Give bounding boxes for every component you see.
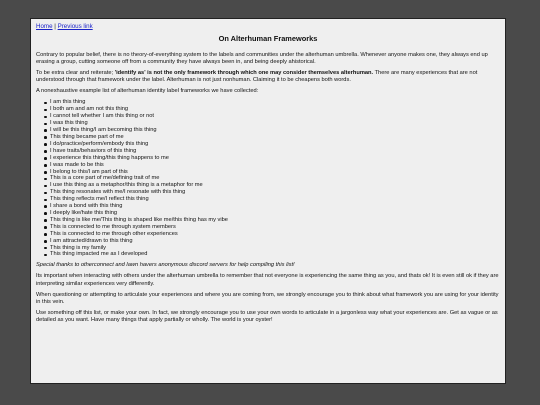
list-item: This thing resonates with me/I resonate with this thing	[50, 189, 500, 196]
list-item: I have traits/behaviors of this thing	[50, 148, 500, 155]
document-page	[30, 18, 506, 384]
list-item: I will be this thing/I am becoming this thing	[50, 127, 500, 134]
list-item: I was this thing	[50, 120, 500, 127]
list-item: I do/practice/perform/embody this thing	[50, 141, 500, 148]
list-item: I both am and am not this thing	[50, 106, 500, 113]
list-item: This thing became part of me	[50, 134, 500, 141]
list-item: This thing is like me/This thing is shaped like me/this thing has my vibe	[50, 217, 500, 224]
list-item: I am this thing	[50, 99, 500, 106]
list-item: I was made to be this	[50, 162, 500, 169]
list-item: I am attracted/drawn to this thing	[50, 238, 500, 245]
page-title: On Alterhuman Frameworks	[218, 34, 318, 43]
list-item: This is connected to me through other experiences	[50, 231, 500, 238]
questioning-paragraph: When questioning or attempting to articulate your experiences and where you are coming from, we strongly encourage you to think about what framework you are using for your identity in this vein.	[36, 291, 499, 305]
list-item: I belong to this/I am part of this	[50, 169, 500, 176]
list-item: I experience this thing/this thing happens to me	[50, 155, 500, 162]
list-item: I use this thing as a metaphor/this thing is a metaphor for me	[50, 182, 500, 189]
intro-paragraph: Contrary to popular belief, there is no theory-of-everything system to the labels and communities under the alterhuman umbrella. Whenever anyone makes one, they always end up erasing a group, cutting someone off from a community they have always been in, and being deeply ahistorical.	[36, 52, 488, 66]
home-link[interactable]: Home	[36, 23, 53, 30]
list-item: This is connected to me through system members	[50, 224, 500, 231]
list-item: I deeply like/hate this thing	[50, 210, 500, 217]
nav-links	[36, 23, 500, 31]
list-item: This thing is my family	[50, 245, 500, 252]
clarification-end: There are many experiences that are not understood through that framework under the label. Alterhuman is not just nonhuman. Claiming it to be cheapens both words.	[36, 70, 478, 84]
closing-paragraph: Use something off this list, or make your own. In fact, we strongly encourage you to use your own words to articulate in a jargonless way what your experiences are. Get as vague or as detailed as you want. Have many things that apply partially or wholly. The world is your oyster!	[36, 309, 498, 323]
framework-list	[36, 99, 500, 258]
list-intro: A nonexhaustive example list of alterhuman identity label frameworks we have collected:	[36, 88, 259, 95]
thanks-text: Special thanks to otherconnect and lawn havers anonymous discord servers for help compiling this list!	[36, 262, 295, 269]
clarification-bold: 'identify as' is not the only framework through which one may consider themselves alterhuman.	[114, 70, 374, 77]
clarification-paragraph	[36, 70, 500, 84]
list-item: This thing reflects me/I reflect this thing	[50, 196, 500, 203]
list-item: This is a core part of me/defining trait of me	[50, 175, 500, 182]
list-item: I cannot tell whether I am this thing or not	[50, 113, 500, 120]
list-item: I share a bond with this thing	[50, 203, 500, 210]
list-item: This thing impacted me as I developed	[50, 251, 500, 258]
thanks-note	[36, 262, 500, 269]
reminder-paragraph: Its important when interacting with others under the alterhuman umbrella to remember that not everyone is experiencing the same thing as you, and thats ok! It is even still ok if they are interpreting similar experiences very differently.	[36, 273, 499, 287]
clarification-start: To be extra clear and reiterate;	[36, 70, 115, 77]
nav-separator: |	[54, 23, 56, 30]
previous-link[interactable]: Previous link	[57, 23, 93, 30]
